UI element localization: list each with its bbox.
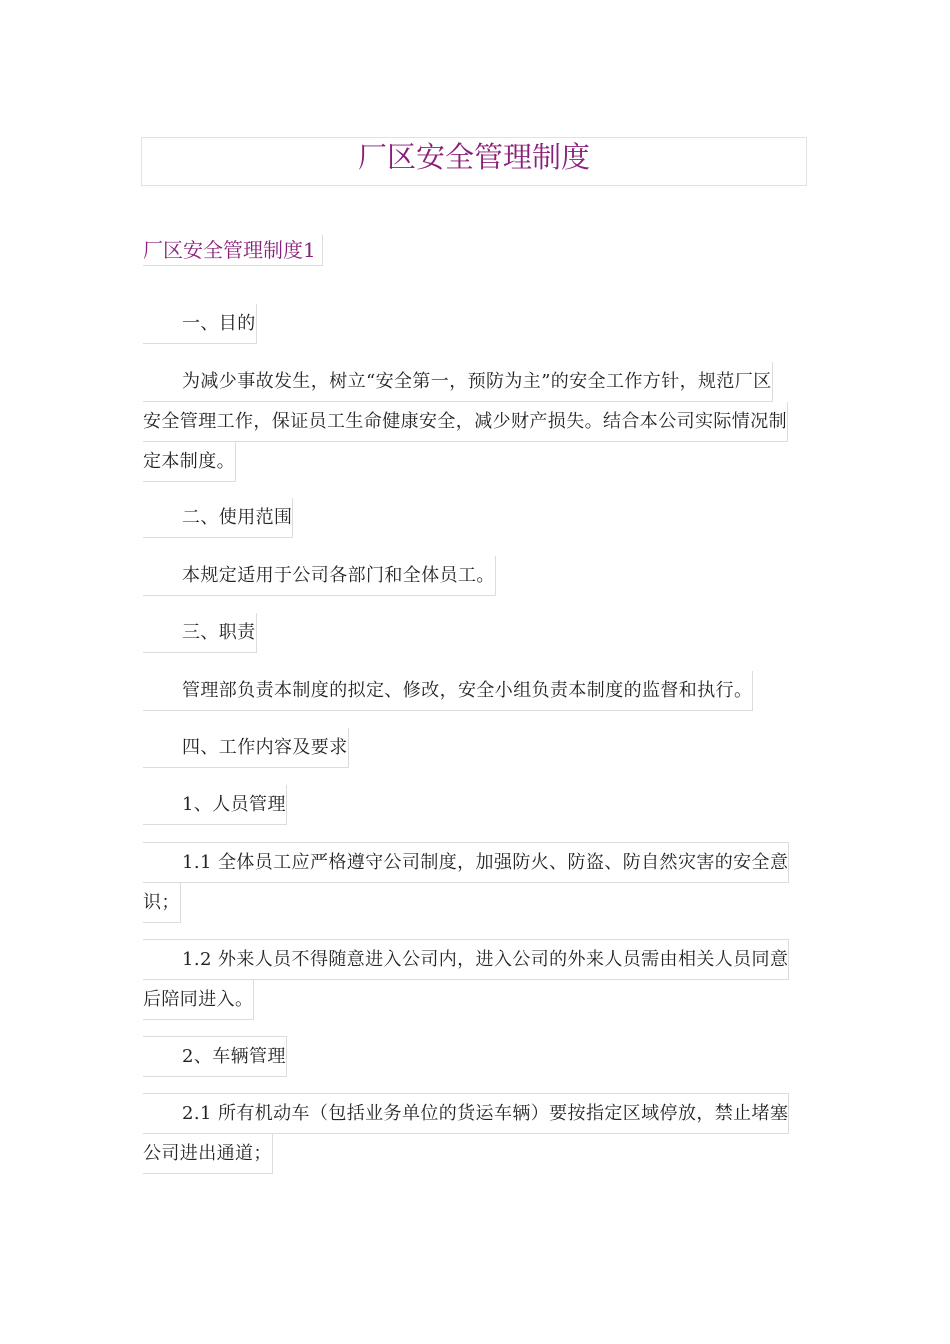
document-title (141, 137, 807, 186)
paragraph-scope (143, 556, 806, 596)
heading-purpose (143, 304, 806, 344)
paragraph-responsibility (143, 671, 806, 711)
paragraph-purpose (143, 362, 806, 482)
paragraph-1-1 (143, 842, 806, 923)
paragraph-line: 识； (143, 883, 181, 923)
paragraph-line: 本规定适用于公司各部门和全体员工。 (143, 556, 496, 596)
paragraph-line: 为减少事故发生，树立“安全第一，预防为主”的安全工作方针，规范厂区 (143, 362, 773, 402)
paragraph-line: 定本制度。 (143, 442, 236, 482)
heading-responsibility (143, 613, 806, 653)
heading-purpose-text: 一、目的 (143, 304, 257, 344)
heading-scope (143, 498, 806, 538)
heading-scope-text: 二、使用范围 (143, 498, 293, 538)
paragraph-1-2 (143, 939, 806, 1020)
section-subtitle: 厂区安全管理制度1 (143, 235, 323, 266)
paragraph-line: 2.1 所有机动车（包括业务单位的货运车辆）要按指定区域停放，禁止堵塞 (143, 1093, 789, 1134)
paragraph-line: 公司进出通道； (143, 1134, 273, 1174)
heading-vehicle-text: 2、车辆管理 (143, 1036, 287, 1077)
paragraph-line: 后陪同进入。 (143, 980, 254, 1020)
paragraph-2-1 (143, 1093, 806, 1174)
heading-work-content (143, 728, 806, 768)
document-title-text: 厂区安全管理制度 (357, 140, 590, 174)
heading-personnel-text: 1、人员管理 (143, 785, 287, 825)
heading-responsibility-text: 三、职责 (143, 613, 257, 653)
paragraph-line: 管理部负责本制度的拟定、修改，安全小组负责本制度的监督和执行。 (143, 671, 753, 711)
paragraph-line: 1.2 外来人员不得随意进入公司内，进入公司的外来人员需由相关人员同意 (143, 939, 789, 980)
heading-personnel (143, 785, 806, 825)
paragraph-line: 1.1 全体员工应严格遵守公司制度，加强防火、防盗、防自然灾害的安全意 (143, 842, 789, 883)
heading-work-content-text: 四、工作内容及要求 (143, 728, 349, 768)
paragraph-line: 安全管理工作，保证员工生命健康安全，减少财产损失。结合本公司实际情况制 (143, 402, 788, 442)
heading-vehicle (143, 1036, 806, 1077)
